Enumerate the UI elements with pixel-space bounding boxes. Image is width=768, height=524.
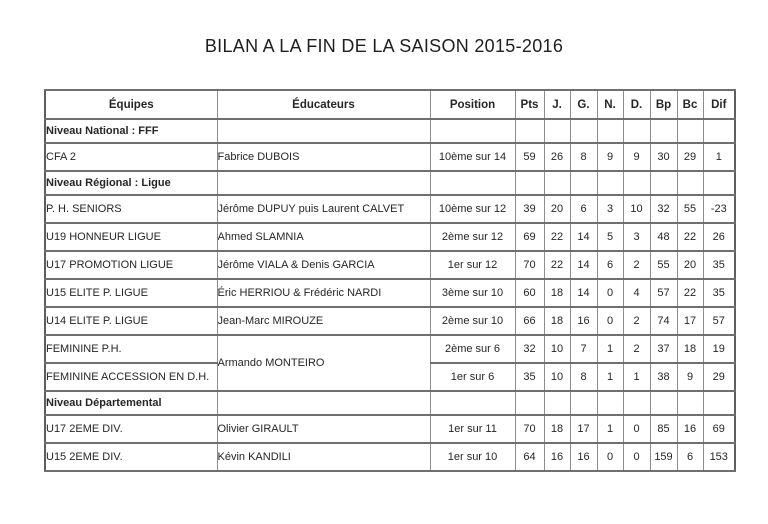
stat-cell: 69 <box>703 415 735 443</box>
stat-cell: 2 <box>623 307 650 335</box>
empty-cell <box>703 119 735 143</box>
team-row <box>45 307 735 335</box>
team-cell: FEMININE P.H. <box>45 335 217 363</box>
empty-cell <box>623 171 650 195</box>
column-header-bc: Bc <box>677 90 703 119</box>
stat-cell: 60 <box>515 279 544 307</box>
results-table-body <box>45 119 735 471</box>
stat-cell: 64 <box>515 443 544 471</box>
stat-cell: 0 <box>597 307 623 335</box>
team-cell: U19 HONNEUR LIGUE <box>45 223 217 251</box>
stat-cell: 18 <box>544 415 570 443</box>
stat-cell: -23 <box>703 195 735 223</box>
stat-cell: 0 <box>623 415 650 443</box>
position-cell: 1er sur 10 <box>430 443 515 471</box>
stat-cell: 9 <box>677 363 703 391</box>
educator-cell: Kévin KANDILI <box>217 443 430 471</box>
stat-cell: 1 <box>597 363 623 391</box>
stat-cell: 70 <box>515 415 544 443</box>
stat-cell: 16 <box>570 307 597 335</box>
empty-cell <box>570 171 597 195</box>
empty-cell <box>544 171 570 195</box>
educator-cell: Jean-Marc MIROUZE <box>217 307 430 335</box>
stat-cell: 16 <box>677 415 703 443</box>
position-cell: 1er sur 6 <box>430 363 515 391</box>
team-cell: U15 ELITE P. LIGUE <box>45 279 217 307</box>
stat-cell: 37 <box>650 335 677 363</box>
stat-cell: 2 <box>623 335 650 363</box>
team-row <box>45 335 735 363</box>
team-cell: CFA 2 <box>45 143 217 171</box>
team-row <box>45 415 735 443</box>
stat-cell: 16 <box>544 443 570 471</box>
empty-cell <box>515 391 544 415</box>
empty-cell <box>430 391 515 415</box>
team-cell: FEMININE ACCESSION EN D.H. <box>45 363 217 391</box>
empty-cell <box>650 171 677 195</box>
stat-cell: 159 <box>650 443 677 471</box>
stat-cell: 35 <box>703 251 735 279</box>
empty-cell <box>570 119 597 143</box>
stat-cell: 3 <box>623 223 650 251</box>
empty-cell <box>217 391 430 415</box>
team-row <box>45 143 735 171</box>
position-cell: 2ème sur 12 <box>430 223 515 251</box>
stat-cell: 18 <box>677 335 703 363</box>
section-label-cell: Niveau Régional : Ligue <box>45 171 217 195</box>
section-label-cell: Niveau National : FFF <box>45 119 217 143</box>
column-header-equipes: Équipes <box>45 90 217 119</box>
section-row <box>45 391 735 415</box>
column-header-d: D. <box>623 90 650 119</box>
stat-cell: 22 <box>544 223 570 251</box>
empty-cell <box>650 119 677 143</box>
stat-cell: 153 <box>703 443 735 471</box>
educator-cell: Olivier GIRAULT <box>217 415 430 443</box>
stat-cell: 14 <box>570 251 597 279</box>
page-title: BILAN A LA FIN DE LA SAISON 2015-2016 <box>204 36 564 56</box>
team-cell: P. H. SENIORS <box>45 195 217 223</box>
empty-cell <box>544 119 570 143</box>
educator-cell: Éric HERRIOU & Frédéric NARDI <box>217 279 430 307</box>
section-label-cell: Niveau Départemental <box>45 391 217 415</box>
stat-cell: 14 <box>570 223 597 251</box>
stat-cell: 57 <box>650 279 677 307</box>
position-cell: 1er sur 11 <box>430 415 515 443</box>
educator-cell: Jérôme DUPUY puis Laurent CALVET <box>217 195 430 223</box>
stat-cell: 20 <box>544 195 570 223</box>
stat-cell: 0 <box>597 279 623 307</box>
position-cell: 2ème sur 6 <box>430 335 515 363</box>
stat-cell: 5 <box>597 223 623 251</box>
stat-cell: 20 <box>677 251 703 279</box>
team-row <box>45 223 735 251</box>
stat-cell: 14 <box>570 279 597 307</box>
position-cell: 1er sur 12 <box>430 251 515 279</box>
stat-cell: 10 <box>623 195 650 223</box>
team-cell: U17 2EME DIV. <box>45 415 217 443</box>
stat-cell: 29 <box>703 363 735 391</box>
stat-cell: 6 <box>597 251 623 279</box>
empty-cell <box>623 119 650 143</box>
stat-cell: 0 <box>623 443 650 471</box>
stat-cell: 10 <box>544 363 570 391</box>
stat-cell: 9 <box>623 143 650 171</box>
stat-cell: 66 <box>515 307 544 335</box>
educator-cell: Jérôme VIALA & Denis GARCIA <box>217 251 430 279</box>
stat-cell: 59 <box>515 143 544 171</box>
team-cell: U15 2EME DIV. <box>45 443 217 471</box>
stat-cell: 30 <box>650 143 677 171</box>
stat-cell: 55 <box>677 195 703 223</box>
team-row <box>45 279 735 307</box>
stat-cell: 32 <box>650 195 677 223</box>
stat-cell: 1 <box>597 415 623 443</box>
stat-cell: 1 <box>623 363 650 391</box>
team-cell: U17 PROMOTION LIGUE <box>45 251 217 279</box>
empty-cell <box>597 391 623 415</box>
empty-cell <box>597 171 623 195</box>
empty-cell <box>515 119 544 143</box>
stat-cell: 9 <box>597 143 623 171</box>
stat-cell: 10 <box>544 335 570 363</box>
stat-cell: 22 <box>677 223 703 251</box>
stat-cell: 2 <box>623 251 650 279</box>
position-cell: 10ème sur 14 <box>430 143 515 171</box>
column-header-dif: Dif <box>703 90 735 119</box>
column-header-educateurs: Éducateurs <box>217 90 430 119</box>
empty-cell <box>217 171 430 195</box>
educator-cell: Armando MONTEIRO <box>217 335 430 391</box>
stat-cell: 26 <box>544 143 570 171</box>
stat-cell: 70 <box>515 251 544 279</box>
empty-cell <box>597 119 623 143</box>
team-row <box>45 195 735 223</box>
column-header-bp: Bp <box>650 90 677 119</box>
stat-cell: 35 <box>515 363 544 391</box>
stat-cell: 85 <box>650 415 677 443</box>
stat-cell: 38 <box>650 363 677 391</box>
empty-cell <box>570 391 597 415</box>
stat-cell: 32 <box>515 335 544 363</box>
column-header-j: J. <box>544 90 570 119</box>
header-row <box>45 90 735 119</box>
results-table <box>44 89 736 472</box>
stat-cell: 55 <box>650 251 677 279</box>
column-header-position: Position <box>430 90 515 119</box>
team-row <box>45 443 735 471</box>
stat-cell: 22 <box>677 279 703 307</box>
stat-cell: 17 <box>570 415 597 443</box>
empty-cell <box>677 391 703 415</box>
stat-cell: 17 <box>677 307 703 335</box>
stat-cell: 8 <box>570 363 597 391</box>
column-header-pts: Pts <box>515 90 544 119</box>
position-cell: 2ème sur 10 <box>430 307 515 335</box>
stat-cell: 6 <box>677 443 703 471</box>
stat-cell: 26 <box>703 223 735 251</box>
stat-cell: 57 <box>703 307 735 335</box>
column-header-n: N. <box>597 90 623 119</box>
position-cell: 10ème sur 12 <box>430 195 515 223</box>
stat-cell: 48 <box>650 223 677 251</box>
section-row <box>45 119 735 143</box>
stat-cell: 22 <box>544 251 570 279</box>
stat-cell: 3 <box>597 195 623 223</box>
educator-cell: Ahmed SLAMNIA <box>217 223 430 251</box>
stat-cell: 39 <box>515 195 544 223</box>
empty-cell <box>544 391 570 415</box>
empty-cell <box>703 391 735 415</box>
stat-cell: 0 <box>597 443 623 471</box>
empty-cell <box>217 119 430 143</box>
empty-cell <box>515 171 544 195</box>
stat-cell: 29 <box>677 143 703 171</box>
empty-cell <box>650 391 677 415</box>
stat-cell: 18 <box>544 279 570 307</box>
stat-cell: 6 <box>570 195 597 223</box>
stat-cell: 8 <box>570 143 597 171</box>
stat-cell: 74 <box>650 307 677 335</box>
column-header-g: G. <box>570 90 597 119</box>
empty-cell <box>703 171 735 195</box>
stat-cell: 1 <box>597 335 623 363</box>
stat-cell: 19 <box>703 335 735 363</box>
educator-cell: Fabrice DUBOIS <box>217 143 430 171</box>
empty-cell <box>677 171 703 195</box>
section-row <box>45 171 735 195</box>
stat-cell: 69 <box>515 223 544 251</box>
stat-cell: 1 <box>703 143 735 171</box>
empty-cell <box>430 119 515 143</box>
empty-cell <box>623 391 650 415</box>
empty-cell <box>677 119 703 143</box>
stat-cell: 16 <box>570 443 597 471</box>
stat-cell: 35 <box>703 279 735 307</box>
stat-cell: 18 <box>544 307 570 335</box>
stat-cell: 4 <box>623 279 650 307</box>
team-row <box>45 251 735 279</box>
empty-cell <box>430 171 515 195</box>
position-cell: 3ème sur 10 <box>430 279 515 307</box>
team-cell: U14 ELITE P. LIGUE <box>45 307 217 335</box>
stat-cell: 7 <box>570 335 597 363</box>
